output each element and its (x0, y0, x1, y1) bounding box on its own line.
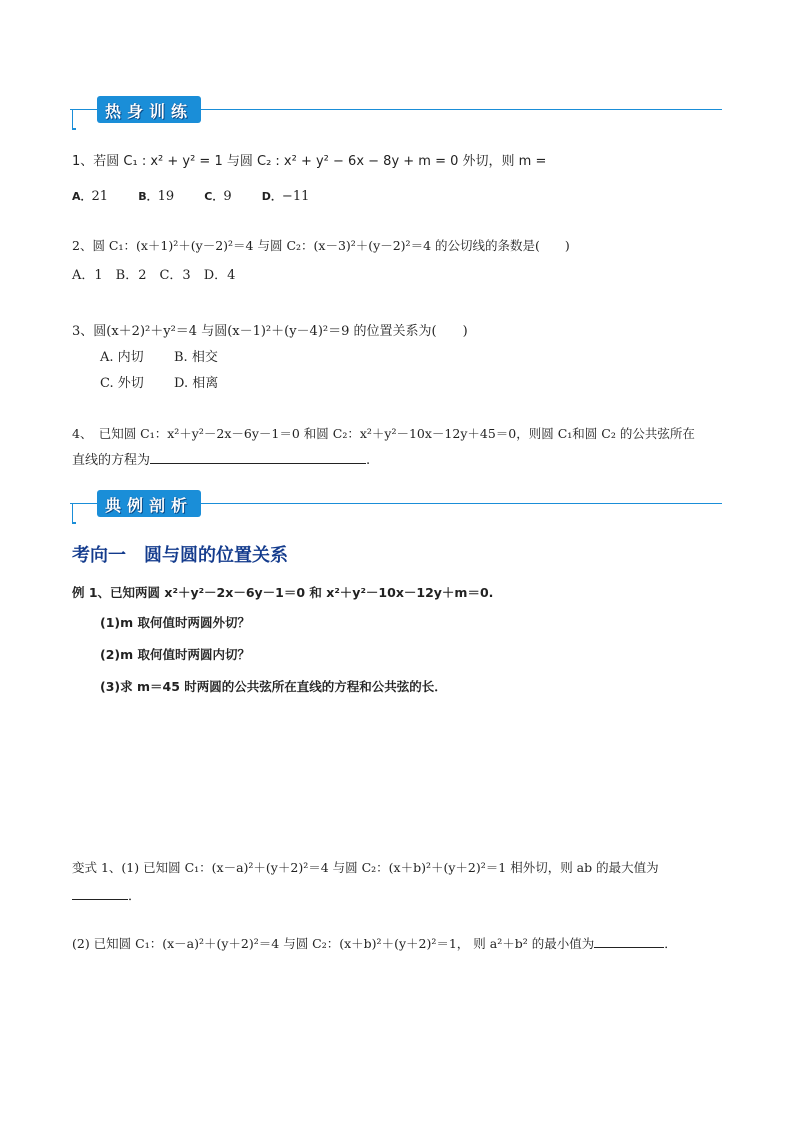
option-d-value: −11 (281, 189, 310, 204)
section-title: 热身训练 (104, 102, 193, 121)
option-c-label: C． (204, 190, 224, 203)
option-b-label: B． (138, 190, 158, 203)
section-tag (97, 96, 201, 123)
question-2: 2、圆 C₁：(x＋1)²＋(y－2)²＝4 与圆 C₂：(x－3)²＋(y－2)²＝4 的公切线的条数是( ) (72, 238, 570, 253)
question-3-option-a: A. 内切 (100, 350, 144, 365)
example-1-part-1: (1)m 取何值时两圆外切？ (100, 615, 251, 630)
header-tick (72, 503, 73, 523)
question-4-end: . (366, 453, 371, 468)
variant-1-line-1: 变式 1、(1) 已知圆 C₁：(x－a)²＋(y＋2)²＝4 与圆 C₂：(x＋b)²＋(y＋2)²＝1 相外切，则 ab 的最大值为 (72, 860, 659, 875)
example-1-stem: 例 1、已知两圆 x²＋y²－2x－6y－1＝0 和 x²＋y²－10x－12y＋m＝0. (72, 585, 494, 600)
option-d-label: D． (261, 190, 282, 203)
question-4-prompt: 直线的方程为 (72, 453, 151, 468)
variant-1-end-1: ． (128, 889, 142, 904)
section-header-warmup (70, 96, 722, 126)
option-c-value: 9 (223, 189, 232, 204)
answer-blank[interactable] (150, 451, 366, 464)
question-4-line-1: 4、 已知圆 C₁：x²＋y²－2x－6y－1＝0 和圆 C₂：x²＋y²－10x－12y＋45＝0，则圆 C₁和圆 C₂ 的公共弦所在 (72, 426, 695, 441)
question-3-option-b: B. 相交 (174, 350, 218, 365)
variant-1-part-2: (2) 已知圆 C₁：(x－a)²＋(y＋2)²＝4 与圆 C₂：(x＋b)²＋(y＋2)²＝1， 则 a²＋b² 的最小值为 (72, 936, 595, 951)
section-header-examples (70, 490, 722, 520)
variant-1-blank-line (72, 885, 141, 904)
option-a-value: 21 (91, 189, 109, 204)
header-tick-foot (72, 128, 76, 130)
question-1-options (72, 188, 309, 204)
section-tag (97, 490, 201, 517)
topic-heading: 考向一 圆与圆的位置关系 (72, 545, 288, 566)
variant-1-end-2: ． (664, 936, 677, 951)
header-tick (72, 109, 73, 129)
variant-1-line-2 (72, 934, 677, 952)
answer-blank[interactable] (72, 887, 128, 900)
example-1-part-3: (3)求 m＝45 时两圆的公共弦所在直线的方程和公共弦的长． (100, 679, 447, 694)
question-3-option-c: C. 外切 (100, 376, 144, 391)
answer-blank[interactable] (594, 935, 664, 948)
header-tick-foot (72, 522, 76, 524)
section-title: 典例剖析 (104, 496, 193, 515)
option-a-label: A． (72, 190, 92, 203)
question-3: 3、圆(x＋2)²＋y²＝4 与圆(x－1)²＋(y－4)²＝9 的位置关系为( ) (72, 324, 468, 339)
question-3-option-d: D. 相离 (174, 376, 219, 391)
option-b-value: 19 (157, 189, 175, 204)
example-1-part-2: (2)m 取何值时两圆内切？ (100, 647, 251, 662)
question-4-line-2 (72, 449, 370, 468)
question-2-options: A．1 B．2 C．3 D．4 (72, 268, 236, 283)
question-1: 1、若圆 C₁ : x² + y² = 1 与圆 C₂ : x² + y² − 6x − 8y + m = 0 外切，则 m = (72, 154, 547, 169)
